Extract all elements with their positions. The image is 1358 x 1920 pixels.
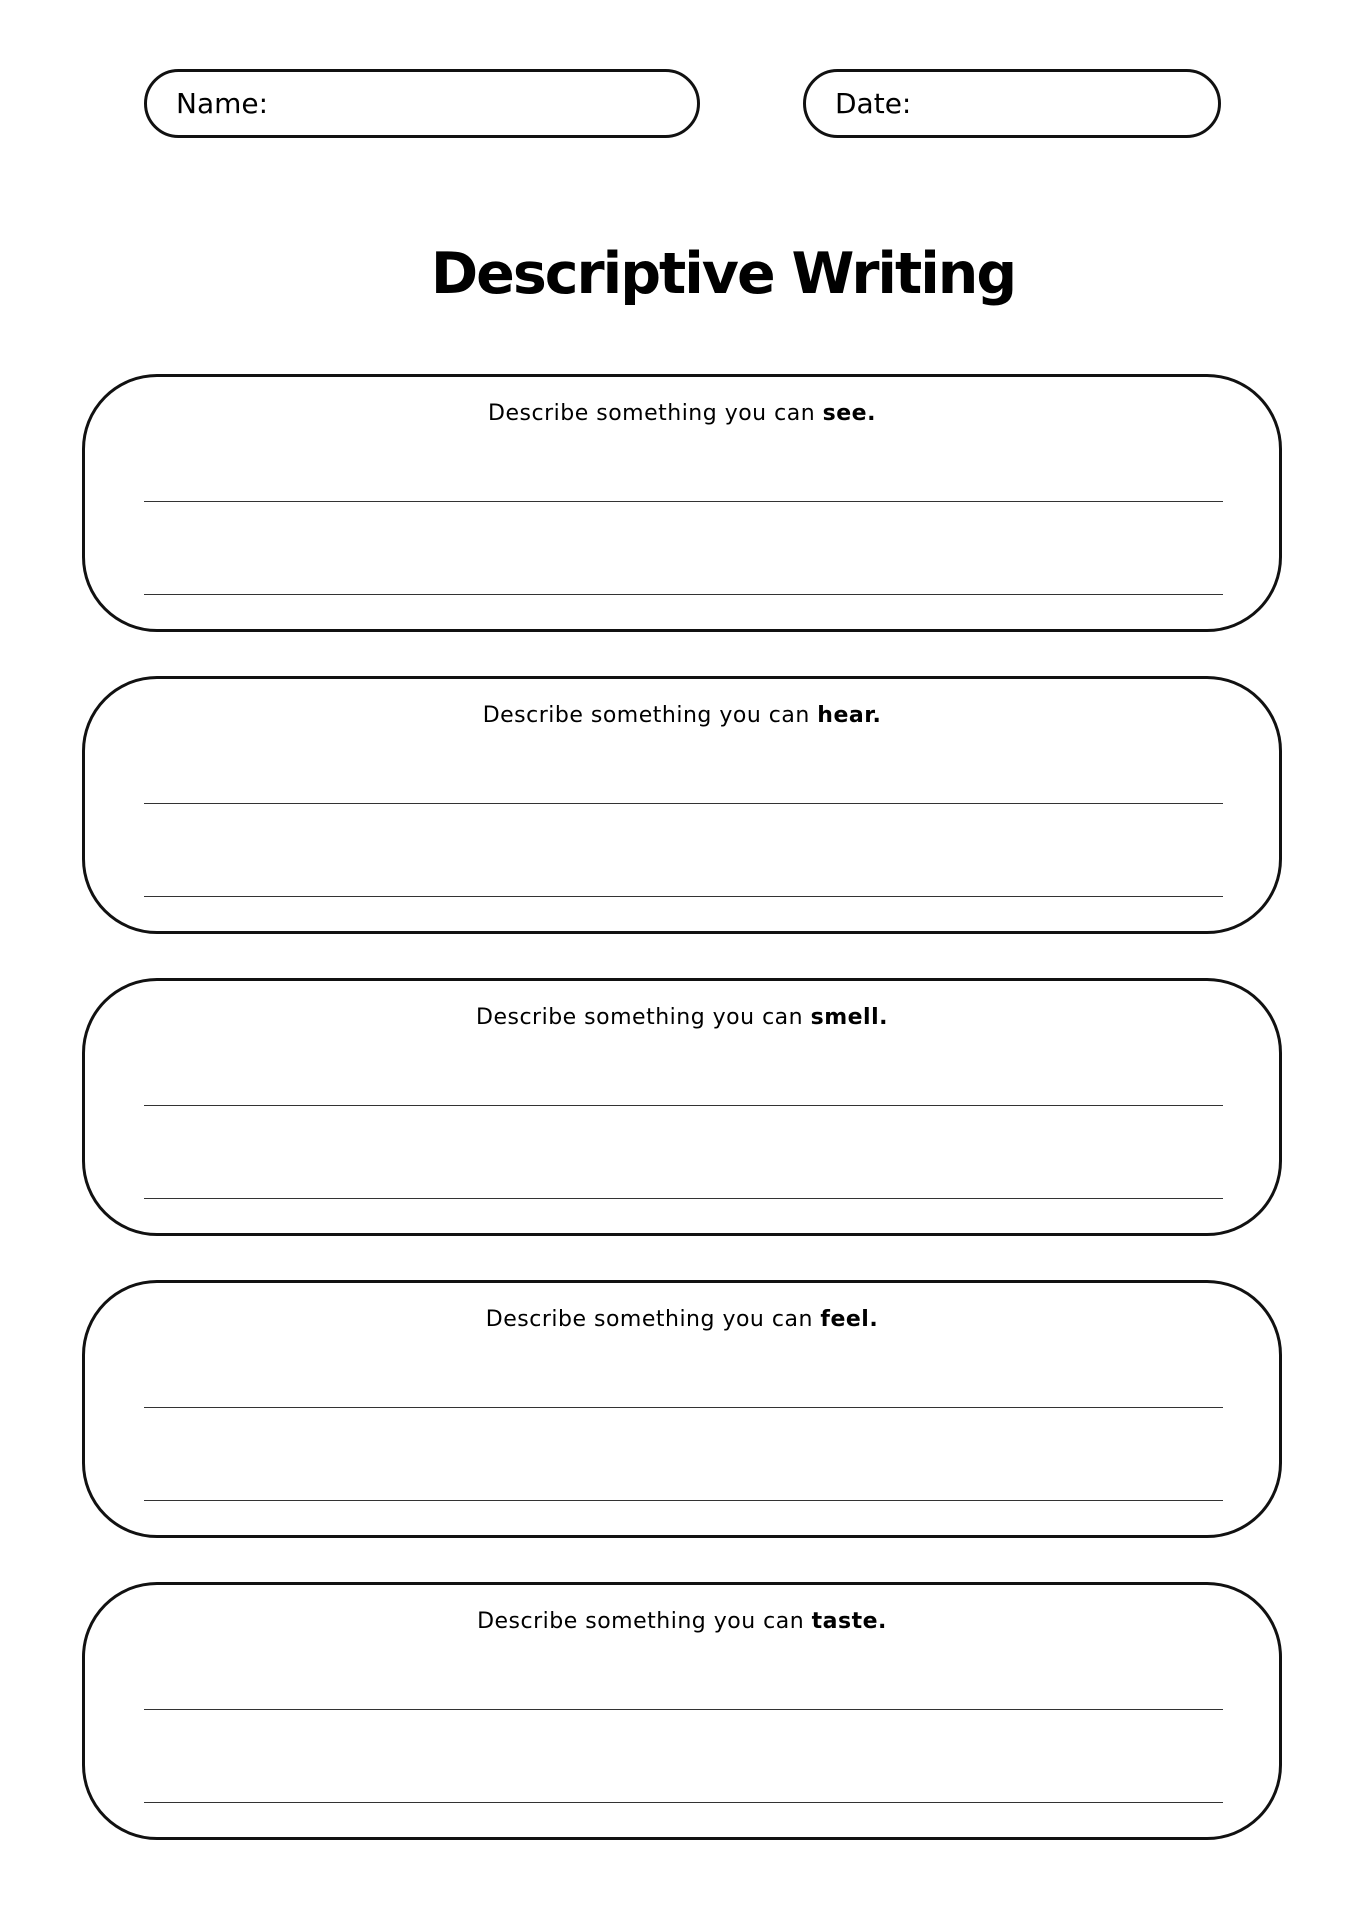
prompt-box-feel: [82, 1280, 1282, 1538]
writing-line[interactable]: [144, 1500, 1223, 1501]
writing-line[interactable]: [144, 896, 1223, 897]
date-label: Date:: [835, 87, 912, 120]
prompt-box-taste: [82, 1582, 1282, 1840]
date-field[interactable]: [803, 69, 1221, 138]
sense-word: smell.: [810, 1005, 888, 1030]
prompt-text: Describe something you can smell.: [476, 1005, 888, 1030]
page-title: Descriptive Writing: [430, 241, 1016, 307]
sense-word: feel.: [820, 1307, 879, 1332]
prompt-box-hear: [82, 676, 1282, 934]
prompt-text: Describe something you can feel.: [485, 1307, 879, 1332]
writing-line[interactable]: [144, 501, 1223, 502]
prompt-box-see: [82, 374, 1282, 632]
sense-word: see.: [822, 401, 876, 426]
writing-line[interactable]: [144, 1709, 1223, 1710]
sense-word: hear.: [817, 703, 882, 728]
writing-line[interactable]: [144, 1105, 1223, 1106]
prompt-text: Describe something you can hear.: [482, 703, 882, 728]
writing-line[interactable]: [144, 1198, 1223, 1199]
sense-word: taste.: [811, 1609, 887, 1634]
writing-line[interactable]: [144, 1407, 1223, 1408]
prompt-text: Describe something you can taste.: [477, 1609, 887, 1634]
name-field[interactable]: [144, 69, 700, 138]
name-label: Name:: [176, 87, 269, 120]
writing-line[interactable]: [144, 803, 1223, 804]
writing-line[interactable]: [144, 1802, 1223, 1803]
prompt-box-smell: [82, 978, 1282, 1236]
prompt-text: Describe something you can see.: [488, 401, 876, 426]
writing-line[interactable]: [144, 594, 1223, 595]
